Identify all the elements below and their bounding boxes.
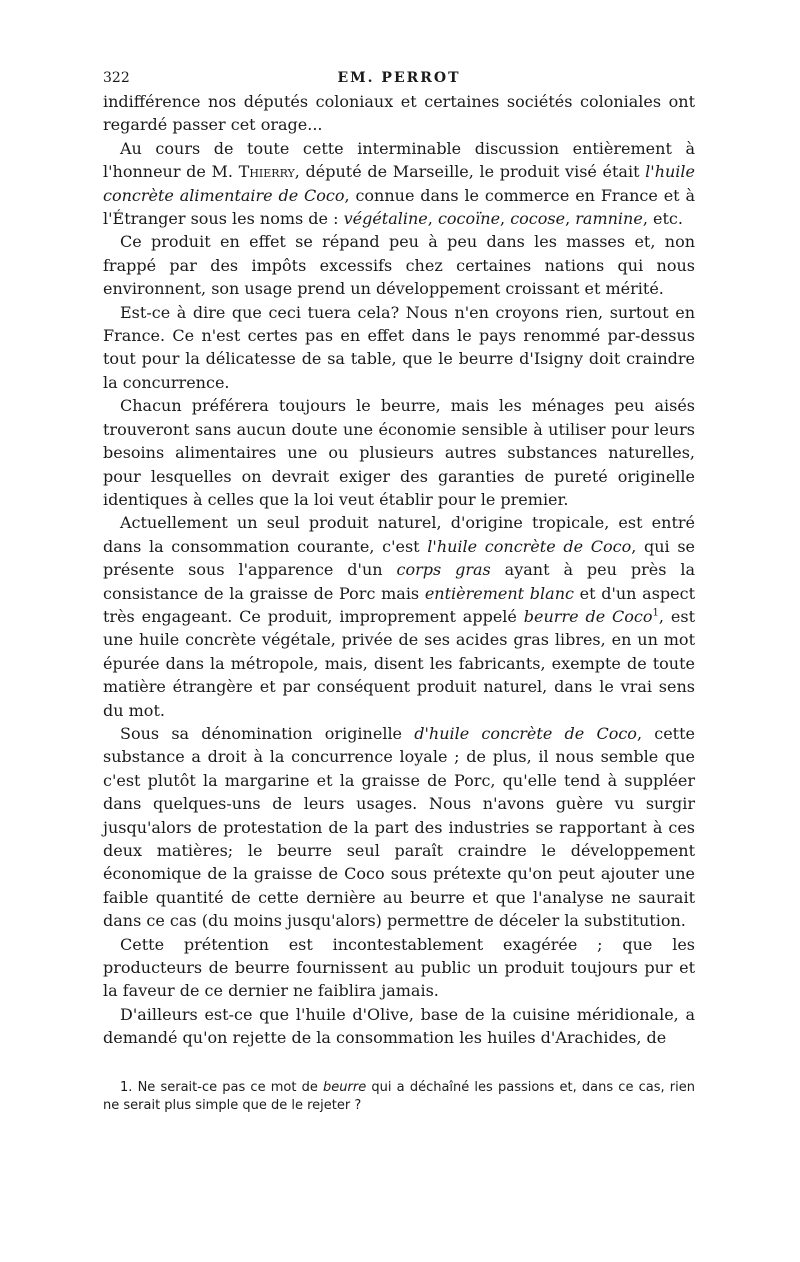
text-run: ,	[500, 209, 511, 229]
text-run: ,	[565, 209, 576, 229]
text-run: ramnine	[575, 209, 643, 229]
text-run: , etc.	[642, 209, 683, 229]
text-run: beurre	[323, 1079, 367, 1095]
text-run: ,	[427, 209, 438, 229]
body-text	[103, 90, 695, 1050]
paragraph	[103, 394, 695, 511]
text-run: qui a déchaîné les passions et, dans ce cas, rien ne serait plus simple que de le rejeter ?	[103, 1079, 695, 1113]
text-run: corps gras	[396, 560, 491, 580]
text-run: , est une huile concrète végétale, privée de ses acides gras libres, en un mot épurée dans la métropole, mais, disent les fabricants, exempte de toute matière étrangère et par conséquent produit naturel, dans le vrai sens du mot.	[103, 606, 695, 720]
text-run: cocoïne	[437, 209, 501, 229]
text-run: , qui se présente sous l'apparence d'un	[103, 536, 696, 580]
footnote-ref: 1	[652, 607, 659, 619]
text-run: Actuellement un seul produit naturel, d'origine tropicale, est entré dans la consommation courante, c'est	[103, 513, 695, 556]
paragraph	[103, 722, 695, 933]
text-run: , député de Marseille, le produit visé était	[294, 162, 646, 182]
text-run: 1. Ne serait-ce pas ce mot de	[120, 1079, 324, 1095]
text-run: Cette prétention est incontestablement exagérée ; que les producteurs de beurre fournissent au public un produit toujours pur et la faveur de ce dernier ne faiblira jamais.	[103, 934, 695, 1001]
text-run: Sous sa dénomination originelle	[120, 723, 415, 743]
paragraph	[103, 511, 695, 722]
text-run: et d'un aspect très engageant. Ce produit, improprement appelé	[103, 583, 696, 626]
text-run: Est-ce à dire que ceci tuera cela? Nous n'en croyons rien, surtout en France. Ce n'est certes pas en effet dans le pays renommé par-dessus tout pour la délicatesse de sa table, que le beurre d'Isigny doit craindre la concurrence.	[103, 302, 695, 392]
text-run: , cette substance a droit à la concurrence loyale ; de plus, il nous semble que c'est plutôt la margarine et la graisse de Porc, qu'elle tend à suppléer dans quelques-uns de leurs usages. Nous n'avons guère vu surgir jusqu'alors de protestation de la part des industries se rapportant à ces deux matières; le beurre seul paraît craindre le développement économique de la graisse de Coco sous prétexte qu'on peut ajouter une faible quantité de cette dernière au beurre et que l'analyse ne saurait dans ce cas (du moins jusqu'alors) permettre de déceler la substitution.	[103, 723, 696, 931]
page-number: 322	[103, 70, 130, 86]
paragraph	[103, 933, 695, 1003]
paragraph	[103, 1003, 695, 1050]
footnote	[103, 1079, 695, 1115]
running-title: EM. PERROT	[337, 70, 461, 86]
text-run: cocose	[510, 209, 566, 229]
text-run: l'huile concrète alimentaire de Coco	[103, 162, 695, 205]
paragraph	[103, 90, 695, 137]
running-head	[103, 60, 695, 90]
text-run: l'huile concrète de Coco	[427, 536, 632, 556]
text-run: D'ailleurs est-ce que l'huile d'Olive, base de la cuisine méridionale, a demandé qu'on rejette de la consommation les huiles d'Arachides, de	[103, 1004, 695, 1048]
footnotes	[103, 1079, 695, 1115]
text-run: , connue dans le commerce en France et à l'Étranger sous les noms de :	[103, 185, 695, 229]
text-run: Au cours de toute cette interminable discussion entièrement à l'honneur de M.	[103, 138, 695, 182]
text-run: Thierry	[238, 162, 295, 182]
book-page	[103, 60, 695, 1115]
text-run: ayant à peu près la consistance de la graisse de Porc mais	[103, 560, 696, 603]
text-run: Chacun préférera toujours le beurre, mais les ménages peu aisés trouveront sans aucun doute une économie sensible à utiliser pour leurs besoins alimentaires une ou plusieurs autres substances naturelles, pour lesquelles on devrait exiger des garanties de pureté originelle identiques à celles que la loi veut établir pour le premier.	[103, 396, 695, 509]
text-run: d'huile concrète de Coco	[414, 723, 637, 743]
paragraph	[103, 230, 695, 300]
text-run: entièrement blanc	[424, 583, 574, 603]
paragraph	[103, 301, 695, 395]
text-run: Ce produit en effet se répand peu à peu dans les masses et, non frappé par des impôts excessifs chez certaines nations qui nous environnent, son usage prend un développement croissant et mérité.	[103, 232, 695, 299]
text-run: indifférence nos députés coloniaux et certaines sociétés coloniales ont regardé passer cet orage...	[103, 92, 695, 135]
text-run: beurre de Coco	[523, 606, 653, 626]
text-run: végétaline	[343, 209, 428, 229]
paragraph	[103, 137, 695, 231]
